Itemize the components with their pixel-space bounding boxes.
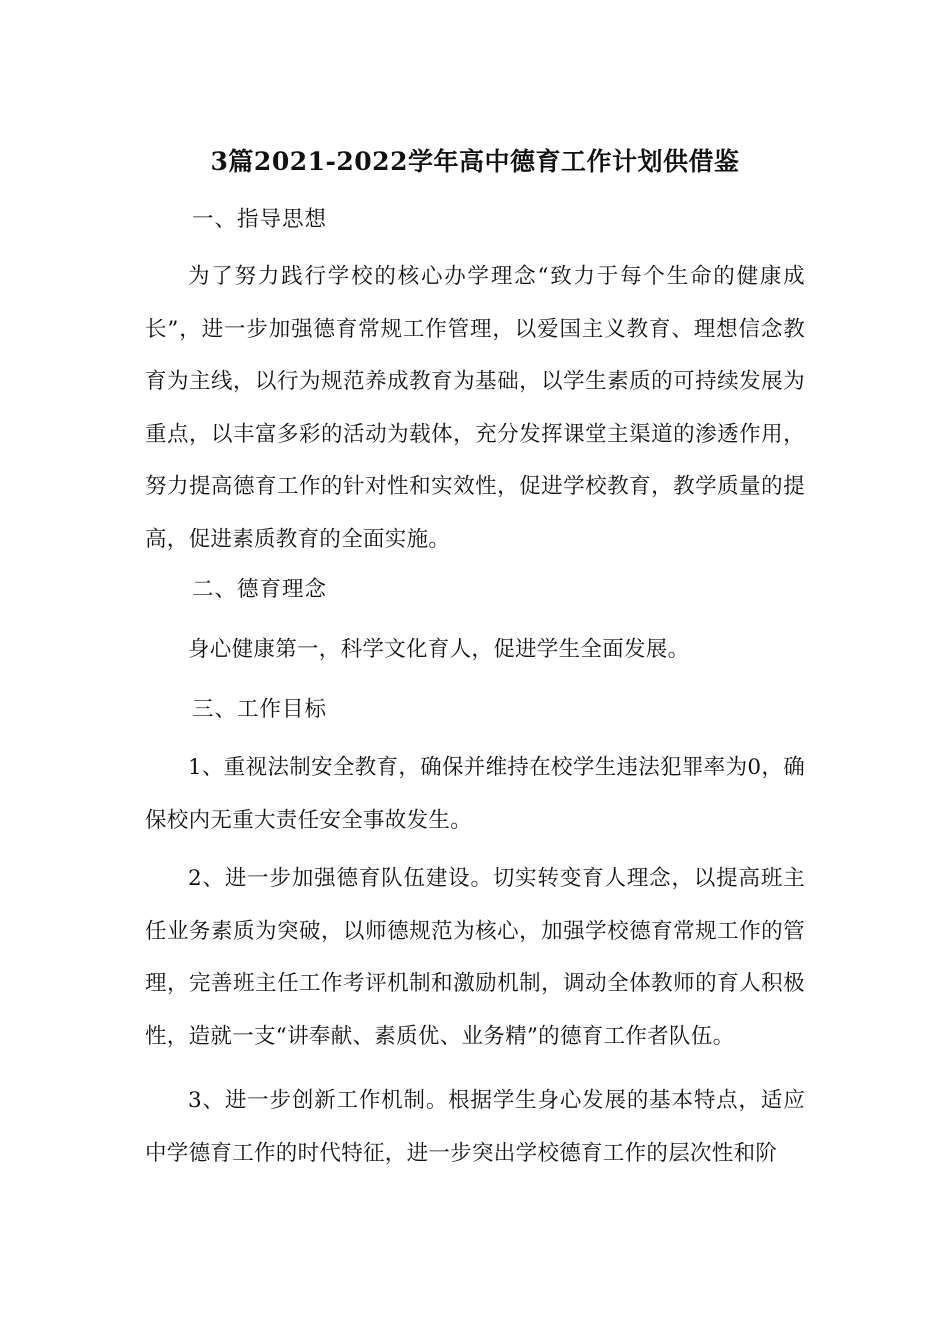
section-heading-work-goals: 三、工作目标 — [192, 697, 328, 722]
section-heading-education-concept: 二、德育理念 — [192, 577, 328, 602]
document-title: 3篇2021-2022学年高中德育工作计划供借鉴 — [210, 147, 740, 176]
paragraph-goal-3: 3、进一步创新工作机制。根据学生身心发展的基本特点，适应中学德育工作的时代特征，进一步突出学校德育工作的层次性和阶 — [145, 1088, 805, 1166]
paragraph-goal-1: 1、重视法制安全教育，确保并维持在校学生违法犯罪率为0，确保校内无重大责任安全事故发生。 — [145, 755, 805, 833]
paragraph-guiding-thought: 为了努力践行学校的核心办学理念“致力于每个生命的健康成长”，进一步加强德育常规工作管理，以爱国主义教育、理想信念教育为主线，以行为规范养成教育为基础，以学生素质的可持续发展为重点，以丰富多彩的活动为载体，充分发挥课堂主渠道的渗透作用，努力提高德育工作的针对性和实效性，促进学校教育，教学质量的提高，促进素质教育的全面实施。 — [145, 264, 805, 552]
paragraph-education-concept: 身心健康第一，科学文化育人，促进学生全面发展。 — [188, 637, 690, 662]
section-heading-guiding-thought: 一、指导思想 — [192, 207, 328, 232]
paragraph-goal-2: 2、进一步加强德育队伍建设。切实转变育人理念，以提高班主任业务素质为突破，以师德规范为核心，加强学校德育常规工作的管理，完善班主任工作考评机制和激励机制，调动全体教师的育人积极性，造就一支“讲奉献、素质优、业务精”的德育工作者队伍。 — [145, 866, 805, 1049]
